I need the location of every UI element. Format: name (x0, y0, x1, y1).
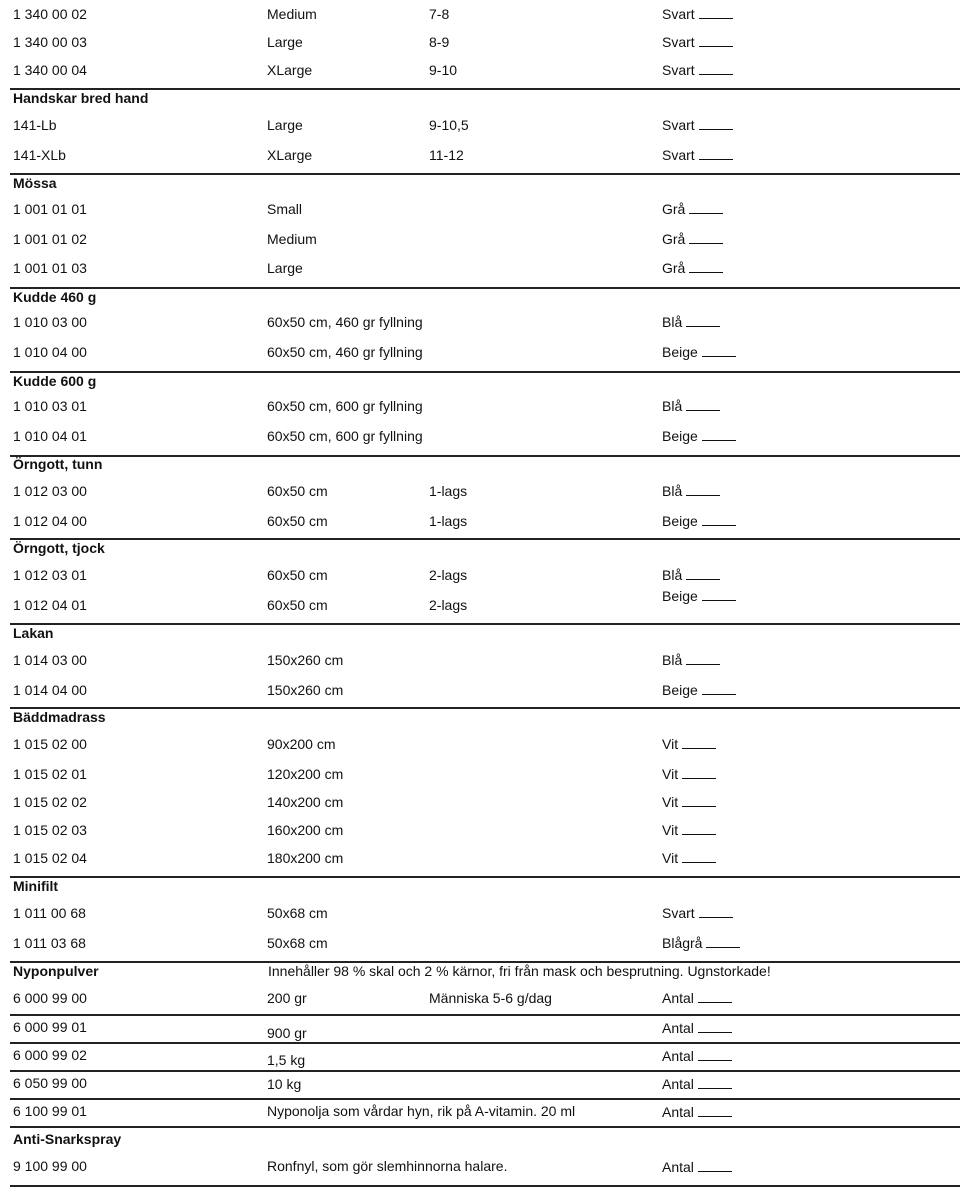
quantity-field[interactable] (662, 146, 733, 164)
quantity-label: Svart (662, 34, 695, 50)
quantity-field[interactable] (662, 512, 736, 530)
product-size: 60x50 cm (267, 597, 328, 613)
divider (10, 1070, 960, 1072)
section-heading: Lakan (13, 625, 54, 641)
divider (10, 538, 960, 540)
quantity-blank[interactable] (702, 588, 736, 601)
article-number: 1 015 02 01 (13, 766, 87, 782)
section-heading: Kudde 460 g (13, 289, 97, 305)
article-number: 1 012 04 00 (13, 513, 87, 529)
quantity-field[interactable] (662, 849, 716, 867)
article-number: 1 340 00 04 (13, 62, 87, 78)
quantity-blank[interactable] (698, 1048, 732, 1061)
quantity-field[interactable] (662, 1019, 732, 1037)
product-size: 160x200 cm (267, 822, 344, 838)
quantity-field[interactable] (662, 1158, 732, 1176)
section-heading: Mössa (13, 175, 57, 191)
section-heading: Nyponpulver (13, 963, 99, 979)
product-size: 60x50 cm (267, 483, 328, 499)
divider (10, 287, 960, 289)
product-size: Large (267, 260, 303, 276)
divider (10, 173, 960, 175)
article-number: 1 014 04 00 (13, 682, 87, 698)
product-size: Small (267, 201, 303, 217)
quantity-label: Svart (662, 6, 695, 22)
quantity-label: Blå (662, 398, 683, 414)
quantity-label: Vit (662, 766, 679, 782)
product-size: 180x200 cm (267, 850, 344, 866)
article-number: 1 012 03 01 (13, 567, 87, 583)
quantity-label: Svart (662, 147, 695, 163)
quantity-field[interactable] (662, 427, 736, 445)
quantity-field[interactable] (662, 793, 716, 811)
quantity-label: Svart (662, 905, 695, 921)
section-heading: Bäddmadrass (13, 709, 106, 725)
product-detail: 1-lags (429, 513, 468, 529)
divider (10, 623, 960, 625)
quantity-field[interactable] (662, 765, 716, 783)
article-number: 1 340 00 02 (13, 6, 87, 22)
article-number: 1 015 02 03 (13, 822, 87, 838)
article-number: 6 000 99 00 (13, 990, 87, 1006)
quantity-field[interactable] (662, 230, 723, 248)
article-number: 1 012 03 00 (13, 483, 87, 499)
product-size: 200 gr (267, 990, 307, 1006)
product-size: 140x200 cm (267, 794, 344, 810)
article-number: 6 000 99 02 (13, 1047, 87, 1063)
quantity-field[interactable] (662, 1103, 732, 1121)
product-detail: 9-10,5 (429, 117, 469, 133)
article-number: 6 000 99 01 (13, 1019, 87, 1035)
product-detail: 2-lags (429, 567, 468, 583)
product-size: 60x50 cm, 600 gr fyllning (267, 428, 423, 444)
article-number: 1 011 00 68 (13, 905, 86, 921)
quantity-field[interactable] (662, 566, 720, 584)
article-number: 1 010 03 00 (13, 314, 87, 330)
quantity-blank[interactable] (689, 201, 723, 214)
quantity-field[interactable] (662, 343, 736, 361)
divider (10, 1185, 960, 1187)
product-detail: 8-9 (429, 34, 450, 50)
quantity-blank[interactable] (702, 428, 736, 441)
product-size: XLarge (267, 62, 313, 78)
divider (10, 1042, 960, 1044)
article-number: 1 015 02 02 (13, 794, 87, 810)
quantity-blank[interactable] (698, 1020, 732, 1033)
quantity-label: Antal (662, 1076, 694, 1092)
quantity-label: Beige (662, 344, 698, 360)
product-detail: 2-lags (429, 597, 468, 613)
section-heading: Örngott, tjock (13, 540, 105, 556)
quantity-label: Antal (662, 1020, 694, 1036)
article-number: 1 001 01 02 (13, 231, 87, 247)
quantity-label: Antal (662, 1159, 694, 1175)
quantity-blank[interactable] (702, 682, 736, 695)
quantity-blank[interactable] (682, 736, 716, 749)
product-size: Medium (267, 6, 317, 22)
quantity-field[interactable] (662, 61, 733, 79)
quantity-label: Antal (662, 990, 694, 1006)
article-number: 1 340 00 03 (13, 34, 87, 50)
quantity-blank[interactable] (699, 6, 733, 19)
quantity-label: Blå (662, 652, 683, 668)
divider (10, 1098, 960, 1100)
divider (10, 1014, 960, 1016)
quantity-blank[interactable] (699, 34, 733, 47)
section-heading: Anti-Snarkspray (13, 1131, 122, 1147)
quantity-label: Beige (662, 428, 698, 444)
product-detail: 1-lags (429, 483, 468, 499)
article-number: 1 010 04 01 (13, 428, 87, 444)
product-size: 60x50 cm, 460 gr fyllning (267, 344, 423, 360)
article-number: 6 050 99 00 (13, 1075, 87, 1091)
quantity-field[interactable] (662, 1075, 732, 1093)
divider (10, 707, 960, 709)
quantity-label: Vit (662, 794, 679, 810)
product-size: 900 gr (267, 1025, 307, 1041)
divider (10, 1126, 960, 1128)
article-number: 1 015 02 00 (13, 736, 87, 752)
quantity-label: Grå (662, 201, 686, 217)
article-number: 1 001 01 01 (13, 201, 87, 217)
quantity-label: Grå (662, 260, 686, 276)
quantity-blank[interactable] (699, 62, 733, 75)
quantity-label: Svart (662, 62, 695, 78)
product-size: 60x50 cm, 600 gr fyllning (267, 398, 423, 414)
article-number: 141-XLb (13, 147, 66, 163)
quantity-label: Beige (662, 682, 698, 698)
product-detail: 9-10 (429, 62, 458, 78)
quantity-blank[interactable] (689, 260, 723, 273)
quantity-label: Vit (662, 822, 679, 838)
section-heading: Kudde 600 g (13, 373, 97, 389)
quantity-label: Blågrå (662, 935, 703, 951)
quantity-field[interactable] (662, 587, 736, 605)
product-size: 1,5 kg (267, 1052, 306, 1068)
divider (10, 88, 960, 90)
article-number: 6 100 99 01 (13, 1103, 87, 1119)
quantity-blank[interactable] (698, 1159, 732, 1172)
article-number: 1 001 01 03 (13, 260, 87, 276)
quantity-field[interactable] (662, 116, 733, 134)
quantity-label: Beige (662, 513, 698, 529)
quantity-label: Svart (662, 117, 695, 133)
quantity-blank[interactable] (698, 990, 732, 1003)
product-size: Medium (267, 231, 317, 247)
product-detail: 11-12 (429, 147, 464, 163)
quantity-blank[interactable] (686, 398, 720, 411)
article-number: 1 015 02 04 (13, 850, 87, 866)
article-number: 1 014 03 00 (13, 652, 87, 668)
quantity-field[interactable] (662, 821, 716, 839)
quantity-label: Antal (662, 1048, 694, 1064)
quantity-field[interactable] (662, 681, 736, 699)
quantity-field[interactable] (662, 482, 720, 500)
quantity-field[interactable] (662, 313, 720, 331)
quantity-field[interactable] (662, 735, 716, 753)
product-size: 50x68 cm (267, 905, 328, 921)
quantity-label: Beige (662, 588, 698, 604)
product-detail: Människa 5-6 g/dag (429, 990, 552, 1006)
quantity-label: Blå (662, 314, 683, 330)
quantity-blank[interactable] (682, 794, 716, 807)
product-size: Large (267, 34, 303, 50)
article-number: 1 011 03 68 (13, 935, 86, 951)
product-size: 50x68 cm (267, 935, 328, 951)
section-note: Innehåller 98 % skal och 2 % kärnor, fri från mask och besprutning. Ugnstorkade! (268, 963, 771, 979)
product-detail: 7-8 (429, 6, 450, 22)
quantity-blank[interactable] (699, 905, 733, 918)
quantity-blank[interactable] (682, 822, 716, 835)
quantity-label: Vit (662, 736, 679, 752)
quantity-label: Grå (662, 231, 686, 247)
product-size: 10 kg (267, 1076, 302, 1092)
product-size: Large (267, 117, 303, 133)
product-size: 150x260 cm (267, 682, 344, 698)
quantity-field[interactable] (662, 33, 733, 51)
section-heading: Handskar bred hand (13, 90, 149, 106)
quantity-label: Blå (662, 567, 683, 583)
product-size: Ronfnyl, som gör slemhinnorna halare. (267, 1158, 508, 1174)
quantity-blank[interactable] (702, 344, 736, 357)
quantity-label: Blå (662, 483, 683, 499)
quantity-field[interactable] (662, 904, 733, 922)
quantity-blank[interactable] (686, 567, 720, 580)
product-size: 60x50 cm, 460 gr fyllning (267, 314, 423, 330)
product-size: 120x200 cm (267, 766, 344, 782)
quantity-label: Vit (662, 850, 679, 866)
product-size: 60x50 cm (267, 567, 328, 583)
quantity-blank[interactable] (699, 117, 733, 130)
quantity-blank[interactable] (682, 766, 716, 779)
quantity-field[interactable] (662, 5, 733, 23)
quantity-field[interactable] (662, 200, 723, 218)
article-number: 1 012 04 01 (13, 597, 87, 613)
product-size: 60x50 cm (267, 513, 328, 529)
quantity-field[interactable] (662, 989, 732, 1007)
quantity-blank[interactable] (682, 850, 716, 863)
quantity-label: Antal (662, 1104, 694, 1120)
divider (10, 455, 960, 457)
section-heading: Örngott, tunn (13, 456, 103, 472)
quantity-field[interactable] (662, 397, 720, 415)
quantity-field[interactable] (662, 651, 720, 669)
quantity-blank[interactable] (698, 1104, 732, 1117)
quantity-blank[interactable] (702, 513, 736, 526)
divider (10, 371, 960, 373)
quantity-field[interactable] (662, 934, 740, 952)
article-number: 1 010 04 00 (13, 344, 87, 360)
product-size: 150x260 cm (267, 652, 344, 668)
product-size: XLarge (267, 147, 313, 163)
section-heading: Minifilt (13, 878, 59, 894)
article-number: 141-Lb (13, 117, 57, 133)
quantity-field[interactable] (662, 259, 723, 277)
quantity-blank[interactable] (686, 314, 720, 327)
article-number: 9 100 99 00 (13, 1158, 87, 1174)
quantity-blank[interactable] (686, 483, 720, 496)
quantity-blank[interactable] (698, 1076, 732, 1089)
product-size: 90x200 cm (267, 736, 336, 752)
quantity-blank[interactable] (686, 652, 720, 665)
quantity-field[interactable] (662, 1047, 732, 1065)
quantity-blank[interactable] (706, 935, 740, 948)
quantity-blank[interactable] (689, 231, 723, 244)
quantity-blank[interactable] (699, 147, 733, 160)
divider (10, 876, 960, 878)
article-number: 1 010 03 01 (13, 398, 87, 414)
product-size: Nyponolja som vårdar hyn, rik på A-vitamin. 20 ml (267, 1103, 576, 1119)
